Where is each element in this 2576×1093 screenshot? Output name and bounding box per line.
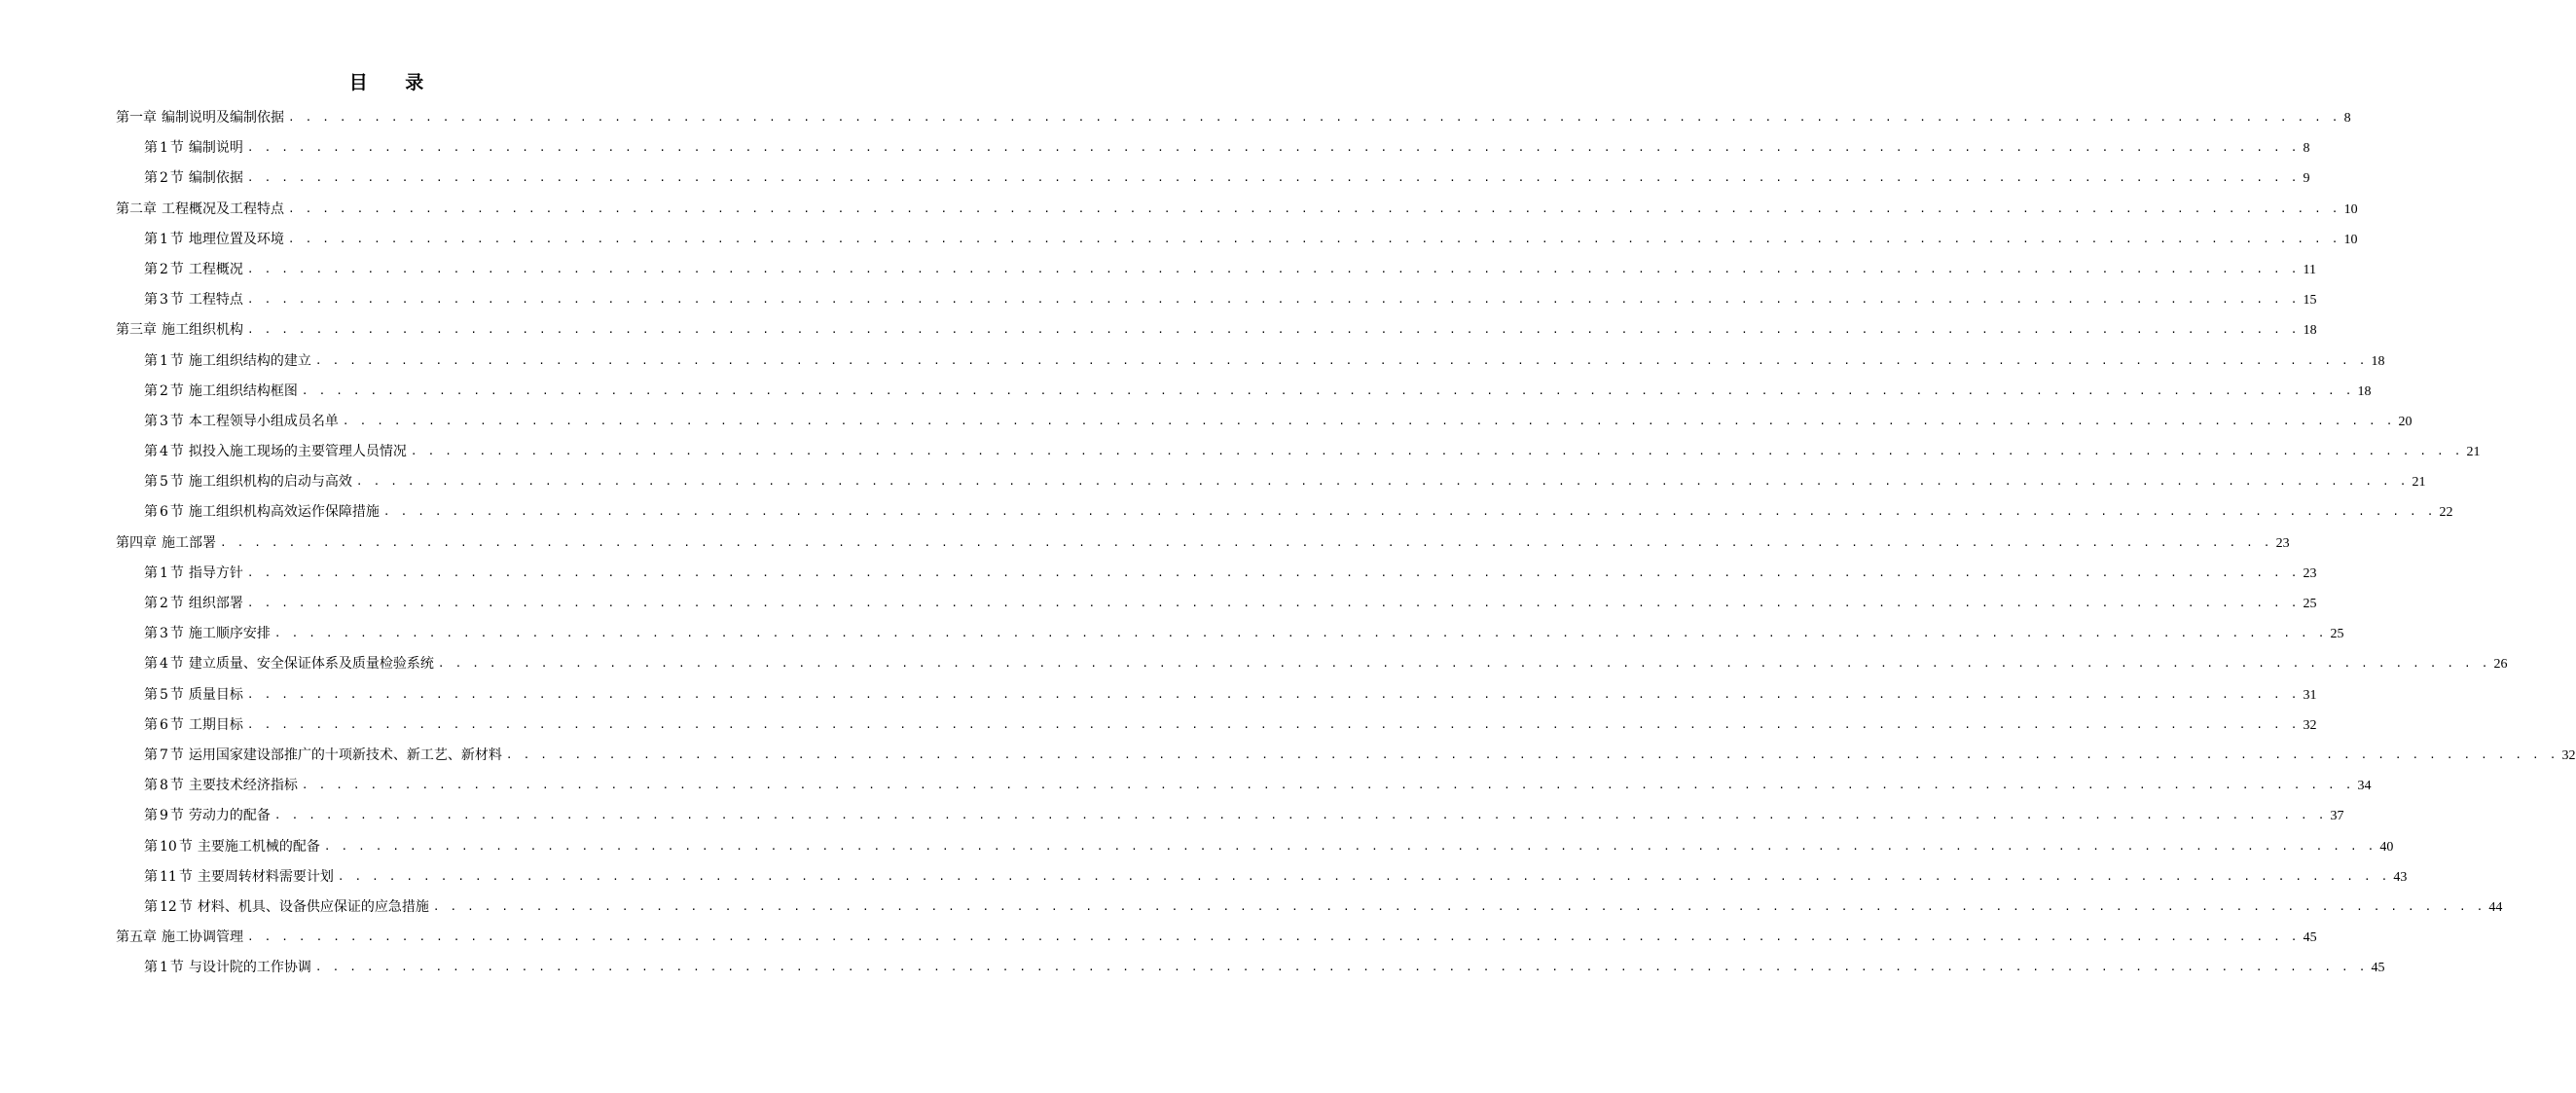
toc-entry-title: 施工顺序安排 [188, 626, 271, 642]
toc-entry-label-suffix: 节 [169, 808, 184, 824]
toc-entry-page-number: 10 [2343, 232, 2358, 247]
toc-dot-leader: . . . . . . . . . . . . . . . . . . . . . . . . . . . . . . . . . . . . . . . . . . . . . . . . . . . . . . . . . . . . . . . . . . . . . . . . . . . . . . . . . . . . . . . . . . . . . . . . . . . . . . . . . . . . . . . . . . . . . . . . [273, 627, 2327, 640]
toc-dot-leader: . . . . . . . . . . . . . . . . . . . . . . . . . . . . . . . . . . . . . . . . . . . . . . . . . . . . . . . . . . . . . . . . . . . . . . . . . . . . . . . . . . . . . . . . . . . . . . . . . . . . . . . . . . . . . . . . . . . . . . . . [337, 869, 2390, 883]
toc-entry-label-prefix: 第 [144, 808, 158, 824]
toc-entry-label-number: 1 [160, 960, 168, 976]
toc-entry-label-suffix: 节 [169, 474, 184, 491]
toc-entry-label-suffix: 节 [169, 444, 184, 460]
toc-entry-page-number: 20 [2398, 414, 2413, 429]
toc-entry-page-number: 26 [2493, 657, 2508, 673]
toc-dot-leader: . . . . . . . . . . . . . . . . . . . . . . . . . . . . . . . . . . . . . . . . . . . . . . . . . . . . . . . . . . . . . . . . . . . . . . . . . . . . . . . . . . . . . . . . . . . . . . . . . . . . . . . . . . . . . . . . . . . . . . . . [301, 383, 2354, 397]
toc-section-entry[interactable] [116, 167, 2310, 198]
toc-entry-title: 地理位置及环境 [188, 231, 284, 247]
toc-section-entry[interactable] [116, 957, 2385, 987]
toc-dot-leader: . . . . . . . . . . . . . . . . . . . . . . . . . . . . . . . . . . . . . . . . . . . . . . . . . . . . . . . . . . . . . . . . . . . . . . . . . . . . . . . . . . . . . . . . . . . . . . . . . . . . . . . . . . . . . . . . . . . . . . . . [287, 232, 2340, 245]
toc-title: 目 录 [348, 72, 440, 93]
toc-entry-title: 指导方针 [188, 565, 243, 581]
toc-entry-label-number: 5 [160, 474, 168, 491]
toc-dot-leader: . . . . . . . . . . . . . . . . . . . . . . . . . . . . . . . . . . . . . . . . . . . . . . . . . . . . . . . . . . . . . . . . . . . . . . . . . . . . . . . . . . . . . . . . . . . . . . . . . . . . . . . . . . . . . . . . . . . . . . . . [314, 961, 2368, 974]
toc-chapter-entry[interactable] [116, 532, 2290, 563]
toc-entry-label-prefix: 第 [144, 444, 158, 460]
toc-section-entry[interactable] [116, 805, 2344, 835]
toc-entry-page-number: 44 [2488, 899, 2503, 915]
toc-entry-label-prefix: 第 [144, 292, 158, 309]
toc-entry-label-number: 2 [160, 261, 168, 277]
toc-entry-label-prefix: 第 [144, 261, 158, 277]
toc-entry-label-prefix: 第 [144, 960, 158, 976]
toc-entry-label-prefix: 第 [144, 352, 158, 369]
toc-entry-page-number: 8 [2343, 111, 2351, 126]
toc-section-entry[interactable] [116, 775, 2372, 805]
toc-section-entry[interactable] [116, 137, 2310, 167]
toc-entry-label [144, 381, 184, 402]
toc-dot-leader: . . . . . . . . . . . . . . . . . . . . . . . . . . . . . . . . . . . . . . . . . . . . . . . . . . . . . . . . . . . . . . . . . . . . . . . . . . . . . . . . . . . . . . . . . . . . . . . . . . . . . . . . . . . . . . . . . . . . . . . . [288, 201, 2340, 215]
toc-chapter-entry[interactable] [116, 199, 2358, 229]
toc-entry-label-suffix: 节 [169, 261, 184, 277]
toc-dot-leader: . . . . . . . . . . . . . . . . . . . . . . . . . . . . . . . . . . . . . . . . . . . . . . . . . . . . . . . . . . . . . . . . . . . . . . . . . . . . . . . . . . . . . . . . . . . . . . . . . . . . . . . . . . . . . . . . . . . . . . . . [246, 717, 2300, 731]
toc-entry-label-suffix: 节 [169, 716, 184, 733]
toc-dot-leader: . . . . . . . . . . . . . . . . . . . . . . . . . . . . . . . . . . . . . . . . . . . . . . . . . . . . . . . . . . . . . . . . . . . . . . . . . . . . . . . . . . . . . . . . . . . . . . . . . . . . . . . . . . . . . . . . . . . . . . . . [382, 505, 2436, 519]
toc-entry-label-number: 2 [160, 170, 168, 187]
toc-entry-label-prefix: 第 [144, 747, 158, 763]
toc-entry-label [144, 501, 184, 523]
toc-entry-label-suffix: 节 [169, 778, 184, 794]
toc-entry-label-suffix: 节 [169, 656, 184, 673]
toc-section-entry[interactable] [116, 229, 2358, 259]
toc-entry-title: 主要技术经济指标 [188, 778, 298, 794]
toc-entry-page-number: 11 [2303, 262, 2316, 277]
toc-entry-label [144, 957, 184, 978]
toc-entry-page-number: 40 [2379, 839, 2394, 855]
toc-entry-label-number: 12 [160, 898, 177, 915]
toc-entry-page-number: 18 [2357, 383, 2372, 399]
toc-entry-label [144, 714, 184, 736]
toc-section-entry[interactable] [116, 866, 2408, 896]
toc-entry-title: 编制说明及编制依据 [162, 110, 284, 126]
toc-entry-page-number: 43 [2393, 869, 2408, 885]
toc-entry-page-number: 45 [2303, 930, 2317, 946]
toc-entry-label-prefix: 第 [144, 596, 158, 611]
toc-dot-leader: . . . . . . . . . . . . . . . . . . . . . . . . . . . . . . . . . . . . . . . . . . . . . . . . . . . . . . . . . . . . . . . . . . . . . . . . . . . . . . . . . . . . . . . . . . . . . . . . . . . . . . . . . . . . . . . . . . . . . . . . [355, 475, 2409, 489]
toc-entry-label [144, 167, 184, 189]
toc-entry-label: 第三章 [116, 322, 157, 339]
toc-entry-label [144, 836, 193, 857]
toc-dot-leader: . . . . . . . . . . . . . . . . . . . . . . . . . . . . . . . . . . . . . . . . . . . . . . . . . . . . . . . . . . . . . . . . . . . . . . . . . . . . . . . . . . . . . . . . . . . . . . . . . . . . . . . . . . . . . . . . . . . . . . . . [246, 597, 2300, 609]
toc-entry-label-prefix: 第 [144, 383, 158, 399]
toc-section-entry[interactable] [116, 714, 2317, 745]
toc-entry-title: 质量目标 [188, 686, 243, 703]
toc-entry-title: 材料、机具、设备供应保证的应急措施 [197, 898, 429, 915]
toc-entry-label-suffix: 节 [169, 231, 184, 247]
toc-entry-label-prefix: 第 [144, 898, 158, 915]
toc-entry-label: 第四章 [116, 534, 157, 551]
toc-dot-leader: . . . . . . . . . . . . . . . . . . . . . . . . . . . . . . . . . . . . . . . . . . . . . . . . . . . . . . . . . . . . . . . . . . . . . . . . . . . . . . . . . . . . . . . . . . . . . . . . . . . . . . . . . . . . . . . . . . . . . . . . [247, 323, 2300, 337]
toc-entry-page-number: 22 [2439, 505, 2453, 521]
toc-entry-label-number: 11 [160, 868, 177, 885]
toc-entry-label: 第二章 [116, 200, 157, 217]
toc-entry-label-number: 1 [160, 140, 168, 157]
toc-entry-label-number: 1 [160, 231, 168, 247]
toc-dot-leader: . . . . . . . . . . . . . . . . . . . . . . . . . . . . . . . . . . . . . . . . . . . . . . . . . . . . . . . . . . . . . . . . . . . . . . . . . . . . . . . . . . . . . . . . . . . . . . . . . . . . . . . . . . . . . . . . . . . . . . . . [323, 839, 2376, 853]
table-of-contents [116, 107, 2576, 987]
toc-entry-label-suffix: 节 [169, 413, 184, 429]
toc-entry-page-number: 21 [2412, 475, 2426, 491]
toc-entry-page-number: 10 [2343, 201, 2358, 217]
toc-entry-page-number: 25 [2330, 627, 2344, 642]
toc-entry-label-suffix: 节 [178, 868, 193, 885]
toc-entry-title: 工程概况 [188, 261, 243, 277]
toc-entry-page-number: 21 [2466, 445, 2481, 460]
toc-entry-label [144, 563, 184, 584]
toc-entry-page-number: 32 [2561, 747, 2576, 763]
toc-section-entry[interactable] [116, 623, 2344, 653]
toc-entry-label-prefix: 第 [144, 474, 158, 491]
toc-entry-label-number: 1 [160, 565, 168, 581]
toc-section-entry[interactable] [116, 471, 2426, 501]
toc-entry-label [144, 471, 184, 492]
toc-entry-label-number: 9 [160, 808, 168, 824]
toc-entry-label [144, 350, 184, 372]
toc-entry-label-number: 4 [160, 656, 168, 673]
toc-entry-label-prefix: 第 [144, 140, 158, 157]
toc-entry-label-prefix: 第 [144, 656, 158, 673]
toc-entry-label-prefix: 第 [144, 170, 158, 187]
toc-entry-title: 编制依据 [188, 170, 243, 187]
toc-entry-label [144, 684, 184, 706]
toc-entry-label-number: 2 [160, 383, 168, 399]
toc-entry-label [144, 411, 184, 432]
toc-entry-title: 运用国家建设部推广的十项新技术、新工艺、新材料 [188, 747, 502, 763]
toc-entry-label-suffix: 节 [169, 686, 184, 703]
toc-entry-label [144, 593, 184, 614]
toc-section-entry[interactable] [116, 563, 2317, 593]
toc-entry-label [144, 653, 184, 674]
toc-entry-title: 拟投入施工现场的主要管理人员情况 [188, 444, 407, 460]
toc-entry-label-prefix: 第 [144, 626, 158, 642]
toc-entry-title: 本工程领导小组成员名单 [188, 413, 339, 429]
toc-dot-leader: . . . . . . . . . . . . . . . . . . . . . . . . . . . . . . . . . . . . . . . . . . . . . . . . . . . . . . . . . . . . . . . . . . . . . . . . . . . . . . . . . . . . . . . . . . . . . . . . . . . . . . . . . . . . . . . . . . . . . . . . [246, 262, 2300, 275]
toc-entry-title: 建立质量、安全保证体系及质量检验系统 [188, 656, 434, 673]
toc-section-entry[interactable] [116, 745, 2576, 775]
toc-entry-title: 主要施工机械的配备 [197, 838, 320, 855]
toc-entry-label-number: 6 [160, 504, 168, 521]
toc-dot-leader: . . . . . . . . . . . . . . . . . . . . . . . . . . . . . . . . . . . . . . . . . . . . . . . . . . . . . . . . . . . . . . . . . . . . . . . . . . . . . . . . . . . . . . . . . . . . . . . . . . . . . . . . . . . . . . . . . . . . . . . . [301, 779, 2354, 792]
toc-dot-leader: . . . . . . . . . . . . . . . . . . . . . . . . . . . . . . . . . . . . . . . . . . . . . . . . . . . . . . . . . . . . . . . . . . . . . . . . . . . . . . . . . . . . . . . . . . . . . . . . . . . . . . . . . . . . . . . . . . . . . . . . [246, 141, 2300, 155]
toc-dot-leader: . . . . . . . . . . . . . . . . . . . . . . . . . . . . . . . . . . . . . . . . . . . . . . . . . . . . . . . . . . . . . . . . . . . . . . . . . . . . . . . . . . . . . . . . . . . . . . . . . . . . . . . . . . . . . . . . . . . . . . . . [342, 414, 2395, 427]
toc-dot-leader: . . . . . . . . . . . . . . . . . . . . . . . . . . . . . . . . . . . . . . . . . . . . . . . . . . . . . . . . . . . . . . . . . . . . . . . . . . . . . . . . . . . . . . . . . . . . . . . . . . . . . . . . . . . . . . . . . . . . . . . . [437, 657, 2490, 671]
toc-dot-leader: . . . . . . . . . . . . . . . . . . . . . . . . . . . . . . . . . . . . . . . . . . . . . . . . . . . . . . . . . . . . . . . . . . . . . . . . . . . . . . . . . . . . . . . . . . . . . . . . . . . . . . . . . . . . . . . . . . . . . . . . [432, 899, 2485, 913]
toc-entry-page-number: 15 [2303, 293, 2317, 309]
toc-entry-title: 主要周转材料需要计划 [197, 868, 334, 885]
toc-chapter-entry[interactable] [116, 927, 2317, 957]
toc-entry-label [144, 745, 184, 766]
toc-section-entry[interactable] [116, 593, 2317, 623]
toc-entry-label-suffix: 节 [169, 747, 184, 763]
toc-entry-label-suffix: 节 [169, 383, 184, 399]
toc-entry-label-prefix: 第 [144, 504, 158, 521]
toc-entry-title: 施工组织机构 [162, 322, 243, 339]
toc-entry-page-number: 9 [2303, 171, 2310, 187]
toc-entry-label: 第一章 [116, 110, 157, 126]
toc-section-entry[interactable] [116, 350, 2385, 381]
toc-section-entry[interactable] [116, 653, 2508, 683]
toc-dot-leader: . . . . . . . . . . . . . . . . . . . . . . . . . . . . . . . . . . . . . . . . . . . . . . . . . . . . . . . . . . . . . . . . . . . . . . . . . . . . . . . . . . . . . . . . . . . . . . . . . . . . . . . . . . . . . . . . . . . . . . . . [246, 565, 2300, 579]
toc-entry-label-prefix: 第 [144, 716, 158, 733]
toc-entry-label-number: 1 [160, 352, 168, 369]
toc-section-entry[interactable] [116, 896, 2503, 927]
toc-entry-label-prefix: 第 [144, 686, 158, 703]
toc-entry-label-suffix: 节 [178, 838, 193, 855]
toc-section-entry[interactable] [116, 411, 2413, 441]
toc-entry-page-number: 31 [2303, 687, 2317, 703]
toc-entry-label-suffix: 节 [169, 352, 184, 369]
toc-entry-page-number: 23 [2275, 535, 2290, 551]
toc-entry-label-prefix: 第 [144, 838, 158, 855]
toc-entry-label [144, 137, 184, 159]
toc-dot-leader: . . . . . . . . . . . . . . . . . . . . . . . . . . . . . . . . . . . . . . . . . . . . . . . . . . . . . . . . . . . . . . . . . . . . . . . . . . . . . . . . . . . . . . . . . . . . . . . . . . . . . . . . . . . . . . . . . . . . . . . . [273, 809, 2327, 822]
toc-entry-label [144, 623, 184, 644]
toc-entry-label-suffix: 节 [169, 140, 184, 157]
toc-entry-label [144, 866, 193, 888]
toc-entry-label-number: 3 [160, 626, 168, 642]
toc-entry-page-number: 32 [2303, 717, 2317, 733]
toc-dot-leader: . . . . . . . . . . . . . . . . . . . . . . . . . . . . . . . . . . . . . . . . . . . . . . . . . . . . . . . . . . . . . . . . . . . . . . . . . . . . . . . . . . . . . . . . . . . . . . . . . . . . . . . . . . . . . . . . . . . . . . . . [220, 535, 2272, 549]
toc-entry-label-number: 4 [160, 444, 168, 460]
toc-dot-leader: . . . . . . . . . . . . . . . . . . . . . . . . . . . . . . . . . . . . . . . . . . . . . . . . . . . . . . . . . . . . . . . . . . . . . . . . . . . . . . . . . . . . . . . . . . . . . . . . . . . . . . . . . . . . . . . . . . . . . . . . [505, 747, 2558, 761]
toc-section-entry[interactable] [116, 684, 2317, 714]
toc-entry-label-suffix: 节 [169, 292, 184, 309]
toc-section-entry[interactable] [116, 501, 2453, 531]
toc-entry-label-suffix: 节 [169, 565, 184, 581]
toc-dot-leader: . . . . . . . . . . . . . . . . . . . . . . . . . . . . . . . . . . . . . . . . . . . . . . . . . . . . . . . . . . . . . . . . . . . . . . . . . . . . . . . . . . . . . . . . . . . . . . . . . . . . . . . . . . . . . . . . . . . . . . . . [410, 445, 2463, 458]
toc-entry-page-number: 25 [2303, 597, 2317, 611]
toc-entry-page-number: 18 [2303, 323, 2317, 339]
toc-chapter-entry[interactable] [116, 107, 2351, 137]
toc-entry-title: 工程特点 [188, 292, 243, 309]
toc-entry-title: 工期目标 [188, 716, 243, 733]
toc-entry-label-number: 10 [160, 838, 177, 855]
toc-entry-label [144, 805, 184, 826]
toc-entry-title: 施工组织机构的启动与高效 [188, 474, 352, 491]
toc-entry-title: 施工组织机构高效运作保障措施 [188, 504, 380, 521]
toc-entry-label-suffix: 节 [169, 596, 184, 611]
toc-entry-label-suffix: 节 [169, 626, 184, 642]
toc-entry-title: 编制说明 [188, 140, 243, 157]
toc-entry-label: 第五章 [116, 929, 157, 946]
toc-entry-title: 工程概况及工程特点 [162, 200, 284, 217]
toc-section-entry[interactable] [116, 836, 2394, 866]
toc-entry-page-number: 8 [2303, 141, 2310, 157]
toc-dot-leader: . . . . . . . . . . . . . . . . . . . . . . . . . . . . . . . . . . . . . . . . . . . . . . . . . . . . . . . . . . . . . . . . . . . . . . . . . . . . . . . . . . . . . . . . . . . . . . . . . . . . . . . . . . . . . . . . . . . . . . . . [288, 111, 2340, 124]
toc-entry-page-number: 37 [2330, 809, 2344, 824]
toc-entry-label-number: 5 [160, 686, 168, 703]
toc-entry-label-suffix: 节 [169, 170, 184, 187]
toc-entry-page-number: 45 [2371, 961, 2385, 976]
toc-entry-title: 施工部署 [162, 534, 216, 551]
toc-entry-label-suffix: 节 [169, 504, 184, 521]
toc-section-entry[interactable] [116, 381, 2372, 411]
toc-dot-leader: . . . . . . . . . . . . . . . . . . . . . . . . . . . . . . . . . . . . . . . . . . . . . . . . . . . . . . . . . . . . . . . . . . . . . . . . . . . . . . . . . . . . . . . . . . . . . . . . . . . . . . . . . . . . . . . . . . . . . . . . [246, 687, 2300, 701]
toc-entry-title: 施工组织结构框图 [188, 383, 298, 399]
toc-entry-title: 施工协调管理 [162, 929, 243, 946]
toc-entry-page-number: 18 [2371, 353, 2385, 369]
toc-entry-label [144, 259, 184, 280]
toc-entry-label-number: 2 [160, 596, 168, 611]
toc-entry-label-number: 6 [160, 716, 168, 733]
toc-dot-leader: . . . . . . . . . . . . . . . . . . . . . . . . . . . . . . . . . . . . . . . . . . . . . . . . . . . . . . . . . . . . . . . . . . . . . . . . . . . . . . . . . . . . . . . . . . . . . . . . . . . . . . . . . . . . . . . . . . . . . . . . [314, 353, 2368, 367]
toc-entry-label-suffix: 节 [178, 898, 193, 915]
toc-entry-label-number: 3 [160, 292, 168, 309]
toc-entry-label [144, 441, 184, 462]
toc-chapter-entry[interactable] [116, 319, 2317, 349]
toc-entry-title: 与设计院的工作协调 [188, 960, 311, 976]
toc-dot-leader: . . . . . . . . . . . . . . . . . . . . . . . . . . . . . . . . . . . . . . . . . . . . . . . . . . . . . . . . . . . . . . . . . . . . . . . . . . . . . . . . . . . . . . . . . . . . . . . . . . . . . . . . . . . . . . . . . . . . . . . . [247, 930, 2300, 944]
toc-entry-label-prefix: 第 [144, 565, 158, 581]
toc-entry-label [144, 289, 184, 310]
toc-entry-label-prefix: 第 [144, 231, 158, 247]
toc-entry-label-prefix: 第 [144, 413, 158, 429]
toc-entry-label-number: 8 [160, 778, 168, 794]
toc-entry-label-prefix: 第 [144, 778, 158, 794]
toc-dot-leader: . . . . . . . . . . . . . . . . . . . . . . . . . . . . . . . . . . . . . . . . . . . . . . . . . . . . . . . . . . . . . . . . . . . . . . . . . . . . . . . . . . . . . . . . . . . . . . . . . . . . . . . . . . . . . . . . . . . . . . . . [246, 293, 2300, 307]
toc-entry-title: 劳动力的配备 [188, 808, 271, 824]
toc-section-entry[interactable] [116, 259, 2316, 289]
toc-entry-label-prefix: 第 [144, 868, 158, 885]
toc-entry-label-suffix: 节 [169, 960, 184, 976]
toc-section-entry[interactable] [116, 289, 2317, 319]
toc-entry-page-number: 23 [2303, 565, 2317, 581]
toc-section-entry[interactable] [116, 441, 2481, 471]
toc-entry-page-number: 34 [2357, 779, 2372, 794]
toc-entry-label-number: 7 [160, 747, 168, 763]
toc-entry-label [144, 775, 184, 796]
toc-entry-label-number: 3 [160, 413, 168, 429]
toc-entry-title: 施工组织结构的建立 [188, 352, 311, 369]
toc-dot-leader: . . . . . . . . . . . . . . . . . . . . . . . . . . . . . . . . . . . . . . . . . . . . . . . . . . . . . . . . . . . . . . . . . . . . . . . . . . . . . . . . . . . . . . . . . . . . . . . . . . . . . . . . . . . . . . . . . . . . . . . . [246, 171, 2300, 185]
toc-entry-label [144, 229, 184, 250]
toc-entry-label [144, 896, 193, 918]
toc-entry-title: 组织部署 [188, 596, 243, 611]
